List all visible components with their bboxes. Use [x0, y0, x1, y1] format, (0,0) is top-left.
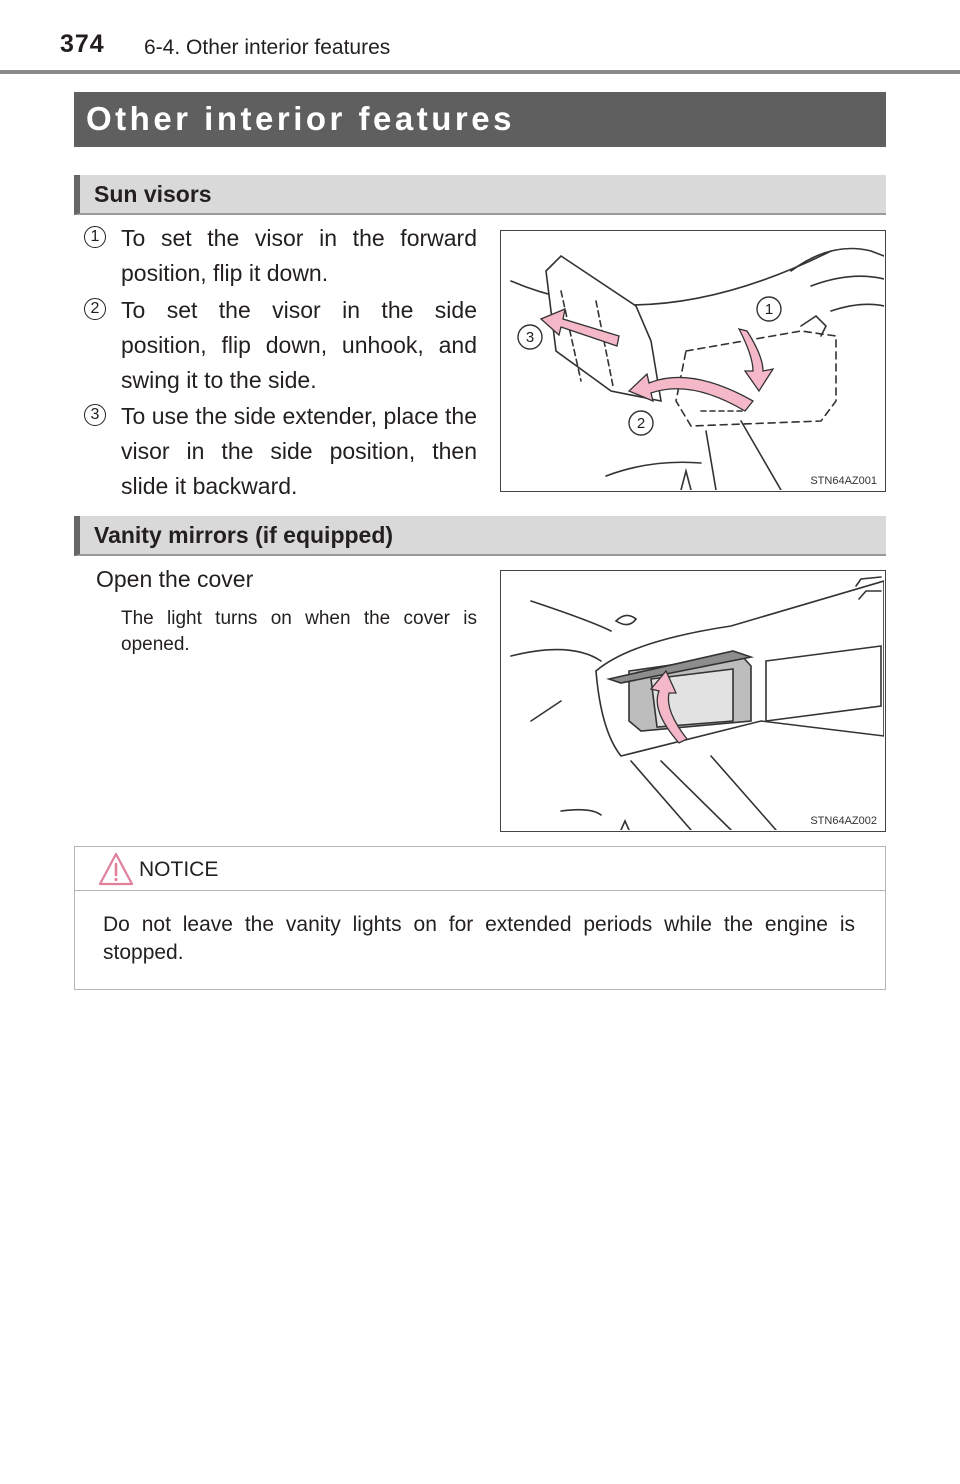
sun-visor-illustration	[500, 230, 886, 492]
notice-box	[74, 846, 886, 990]
notice-label: NOTICE	[139, 858, 219, 881]
callout-2: 2	[636, 415, 646, 432]
page-title: Other interior features	[86, 100, 515, 137]
vanity-instruction: Open the cover	[96, 566, 254, 592]
section-heading-vanity-mirrors	[74, 516, 886, 556]
step-text-3: To use the side extender, place the visor in the side position, then slide it backward.	[121, 403, 477, 499]
step-number-3: 3	[84, 404, 106, 426]
step-text-2: To set the visor in the side position, flip down, unhook, and swing it to the side.	[121, 297, 477, 393]
notice-text: Do not leave the vanity lights on for extended periods while the engine is stopped.	[103, 913, 855, 964]
callout-3: 3	[525, 329, 535, 346]
chapter-title: 6-4. Other interior features	[144, 36, 391, 59]
vanity-mirror-illustration	[500, 570, 886, 832]
step-number-1: 1	[84, 226, 106, 248]
page-number: 374	[60, 30, 105, 58]
notice-header	[75, 847, 885, 891]
step-number-2: 2	[84, 298, 106, 320]
header-rule	[0, 70, 960, 74]
vanity-mirror-drawing	[501, 571, 884, 830]
callout-1: 1	[764, 301, 774, 318]
sun-visor-drawing	[501, 231, 884, 490]
title-banner	[74, 92, 886, 147]
section-heading-sun-visors	[74, 175, 886, 215]
figure-code: STN64AZ001	[810, 475, 877, 487]
step-text-1: To set the visor in the forward position, flip it down.	[121, 225, 477, 286]
vanity-note: The light turns on when the cover is opened.	[121, 608, 477, 655]
section-heading-text: Sun visors	[94, 181, 212, 207]
warning-triangle-icon	[97, 851, 135, 887]
figure-code: STN64AZ002	[810, 815, 877, 827]
section-heading-text: Vanity mirrors (if equipped)	[94, 522, 394, 548]
